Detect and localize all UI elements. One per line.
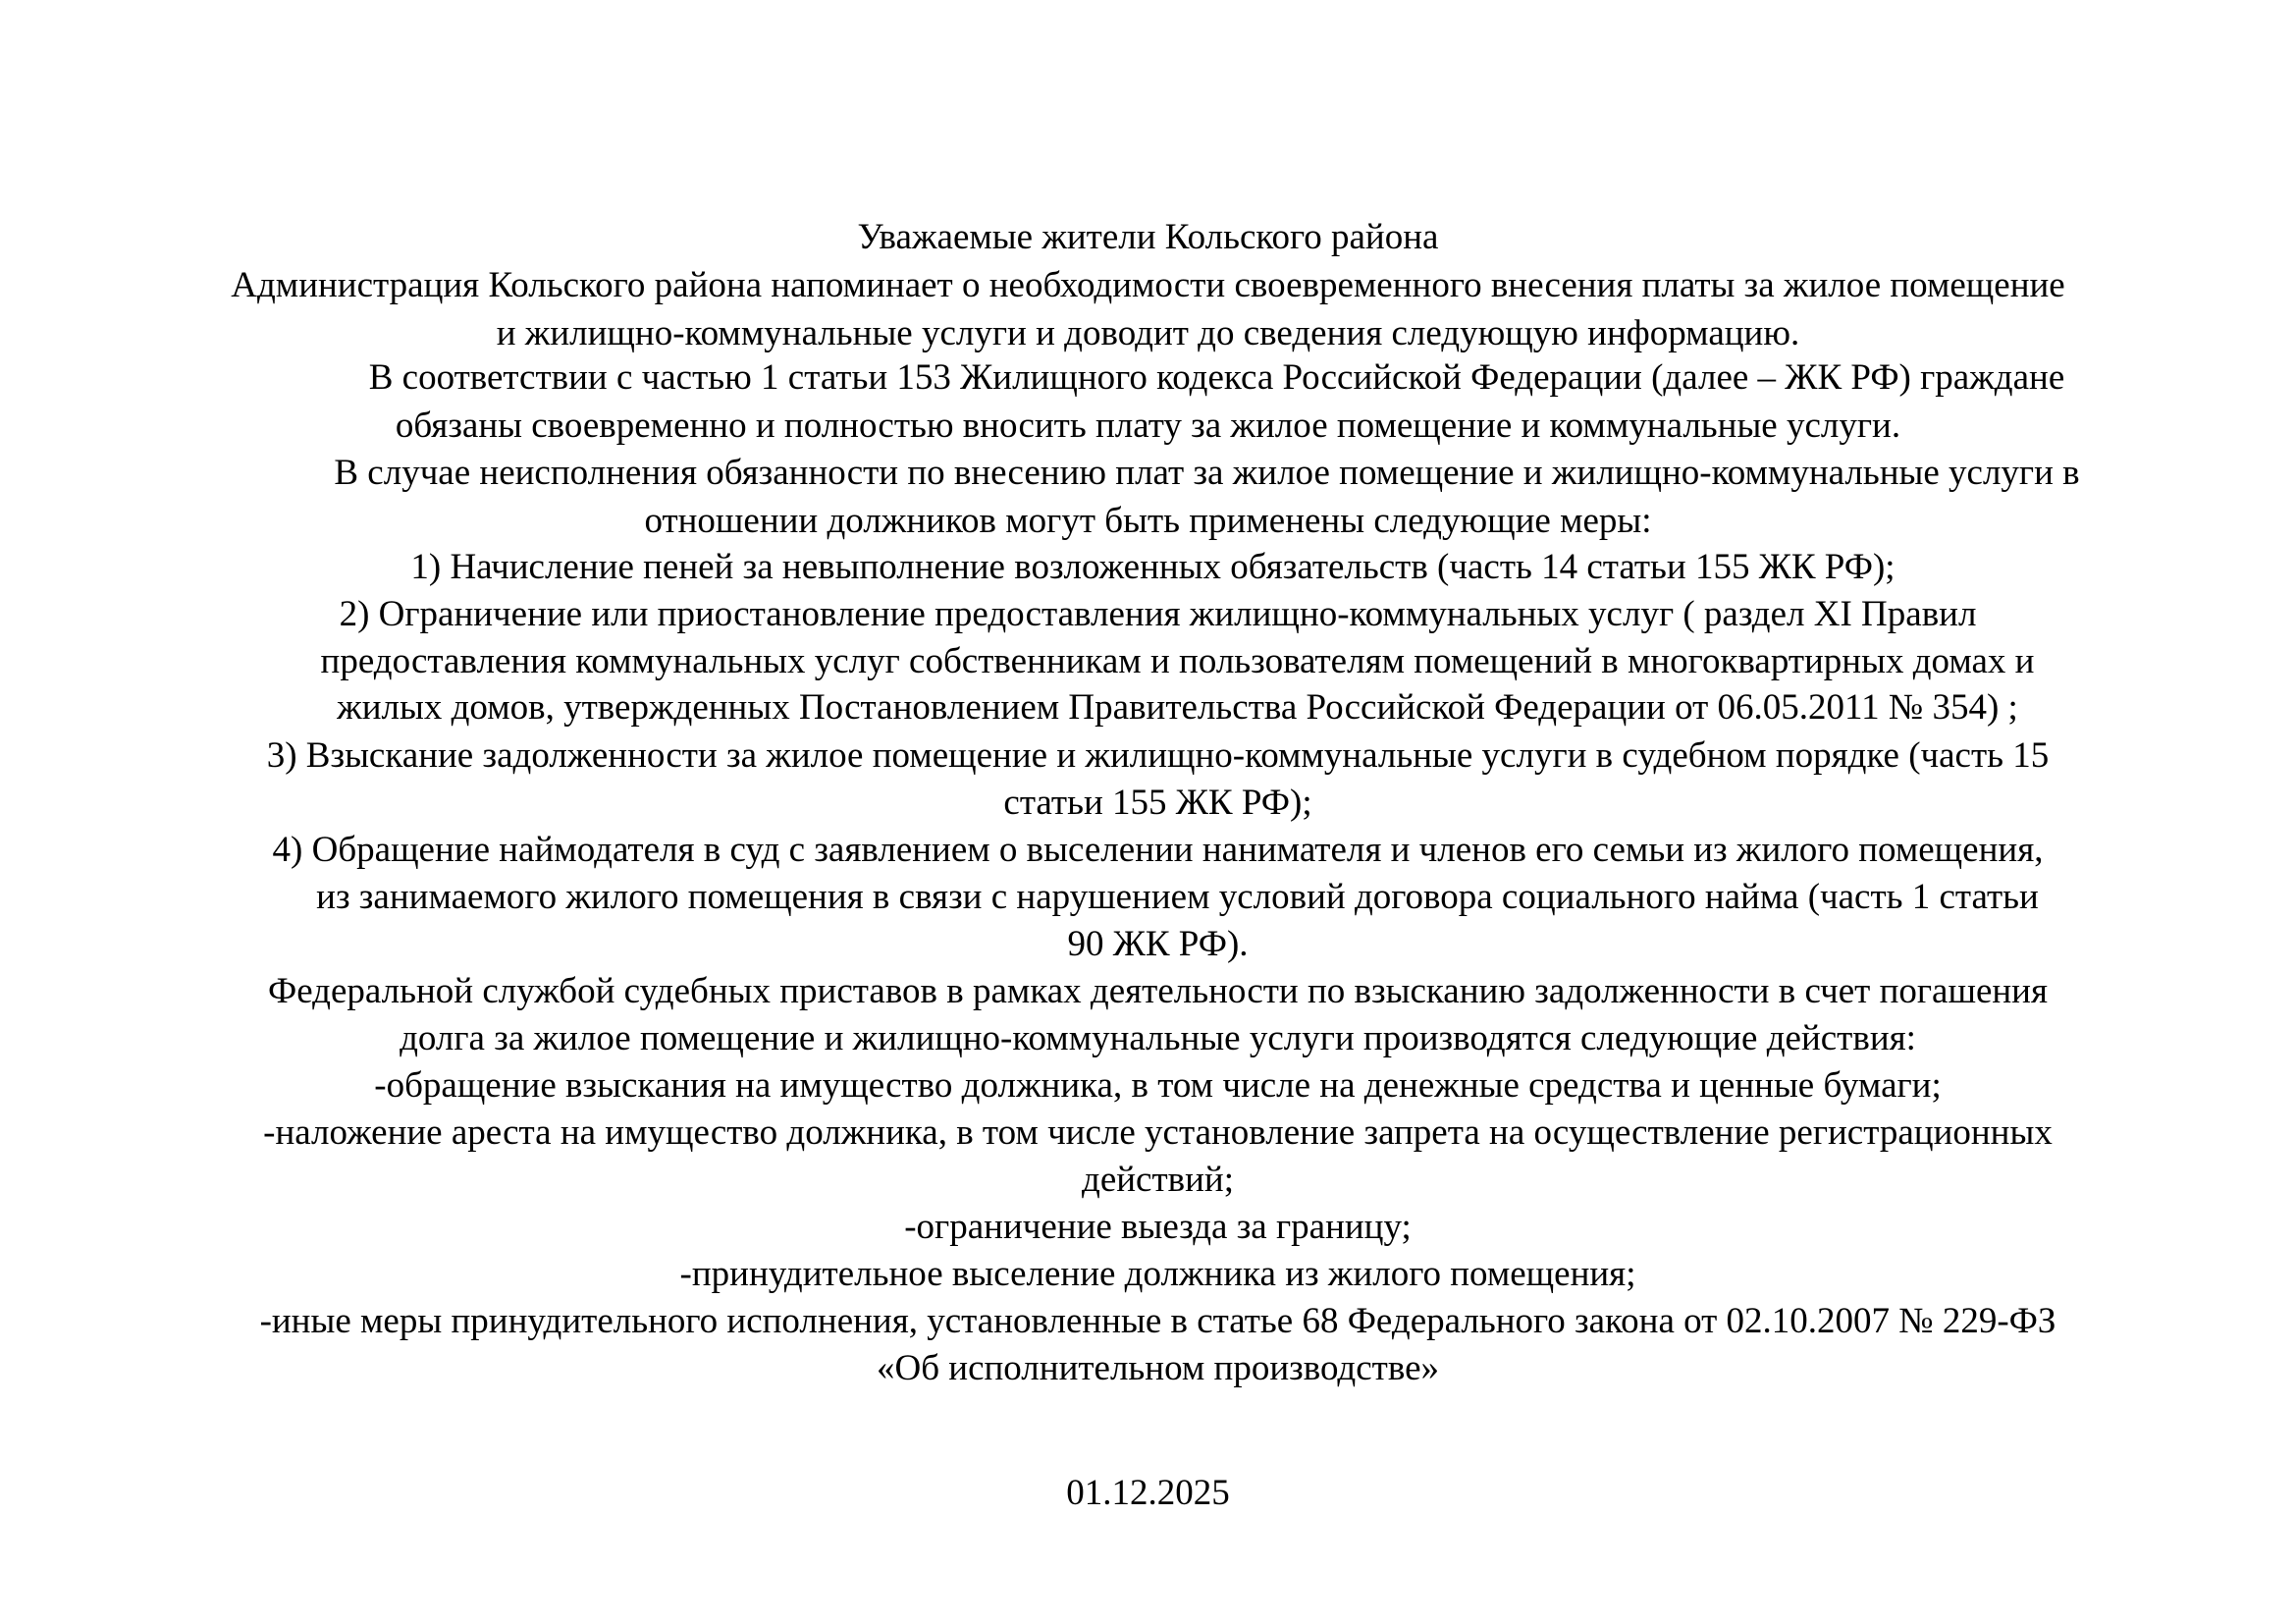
document-line-fssp-2: долга за жилое помещение и жилищно-коммунальные услуги производятся следующие действия: — [400, 1018, 1916, 1058]
list-item-4-line-2: из занимаемого жилого помещения в связи с нарушением условий договора социального найма (часть 1 статьи — [316, 877, 2039, 917]
document-line-3: В соответствии с частью 1 статьи 153 Жилищного кодекса Российской Федерации (далее – ЖК РФ) граждане — [368, 357, 2065, 398]
measure-item-5-line-2: «Об исполнительном производстве» — [876, 1348, 1440, 1388]
list-item-1: 1) Начисление пеней за невыполнение возложенных обязательств (часть 14 статьи 155 ЖК РФ); — [410, 547, 1896, 587]
list-item-3-line-1: 3) Взыскание задолженности за жилое помещение и жилищно-коммунальные услуги в судебном порядке (часть 15 — [266, 735, 2050, 776]
document-line-fssp-1: Федеральной службой судебных приставов в рамках деятельности по взысканию задолженности в счет погашения — [267, 971, 2049, 1011]
measure-item-2-line-1: -наложение ареста на имущество должника, в том числе установление запрета на осуществление регистрационных — [263, 1112, 2053, 1153]
document-date: 01.12.2025 — [1066, 1473, 1230, 1513]
measure-item-1: -обращение взыскания на имущество должника, в том числе на денежные средства и ценные бумаги; — [374, 1065, 1942, 1106]
list-item-2-line-1: 2) Ограничение или приостановление предоставления жилищно-коммунальных услуг ( раздел XI Правил — [339, 594, 1977, 634]
document-line-1: Администрация Кольского района напоминает о необходимости своевременного внесения платы за жилое помещение — [231, 265, 2065, 305]
measure-item-5-line-1: -иные меры принудительного исполнения, установленные в статье 68 Федерального закона от 02.10.2007 № 229-ФЗ — [259, 1301, 2056, 1341]
document-line-2: и жилищно-коммунальные услуги и доводит до сведения следующую информацию. — [496, 313, 1800, 353]
document-line-5: В случае неисполнения обязанности по внесению плат за жилое помещение и жилищно-коммунальные услуги в — [334, 453, 2080, 493]
document-line-6: отношении должников могут быть применены следующие меры: — [644, 501, 1652, 541]
list-item-3-line-2: статьи 155 ЖК РФ); — [1003, 783, 1312, 823]
list-item-2-line-2: предоставления коммунальных услуг собственникам и пользователям помещений в многоквартирных домах и — [320, 641, 2035, 681]
list-item-4-line-1: 4) Обращение наймодателя в суд с заявлением о выселении нанимателя и членов его семьи из жилого помещения, — [272, 830, 2044, 870]
measure-item-3: -ограничение выезда за границу; — [904, 1207, 1412, 1247]
measure-item-4: -принудительное выселение должника из жилого помещения; — [679, 1254, 1636, 1294]
document-heading: Уважаемые жители Кольского района — [857, 217, 1439, 257]
list-item-2-line-3: жилых домов, утвержденных Постановлением Правительства Российской Федерации от 06.05.2011 № 354) ; — [337, 687, 2018, 728]
measure-item-2-line-2: действий; — [1082, 1160, 1234, 1200]
list-item-4-line-3: 90 ЖК РФ). — [1067, 924, 1249, 964]
document-line-4: обязаны своевременно и полностью вносить плату за жилое помещение и коммунальные услуги. — [395, 406, 1901, 446]
